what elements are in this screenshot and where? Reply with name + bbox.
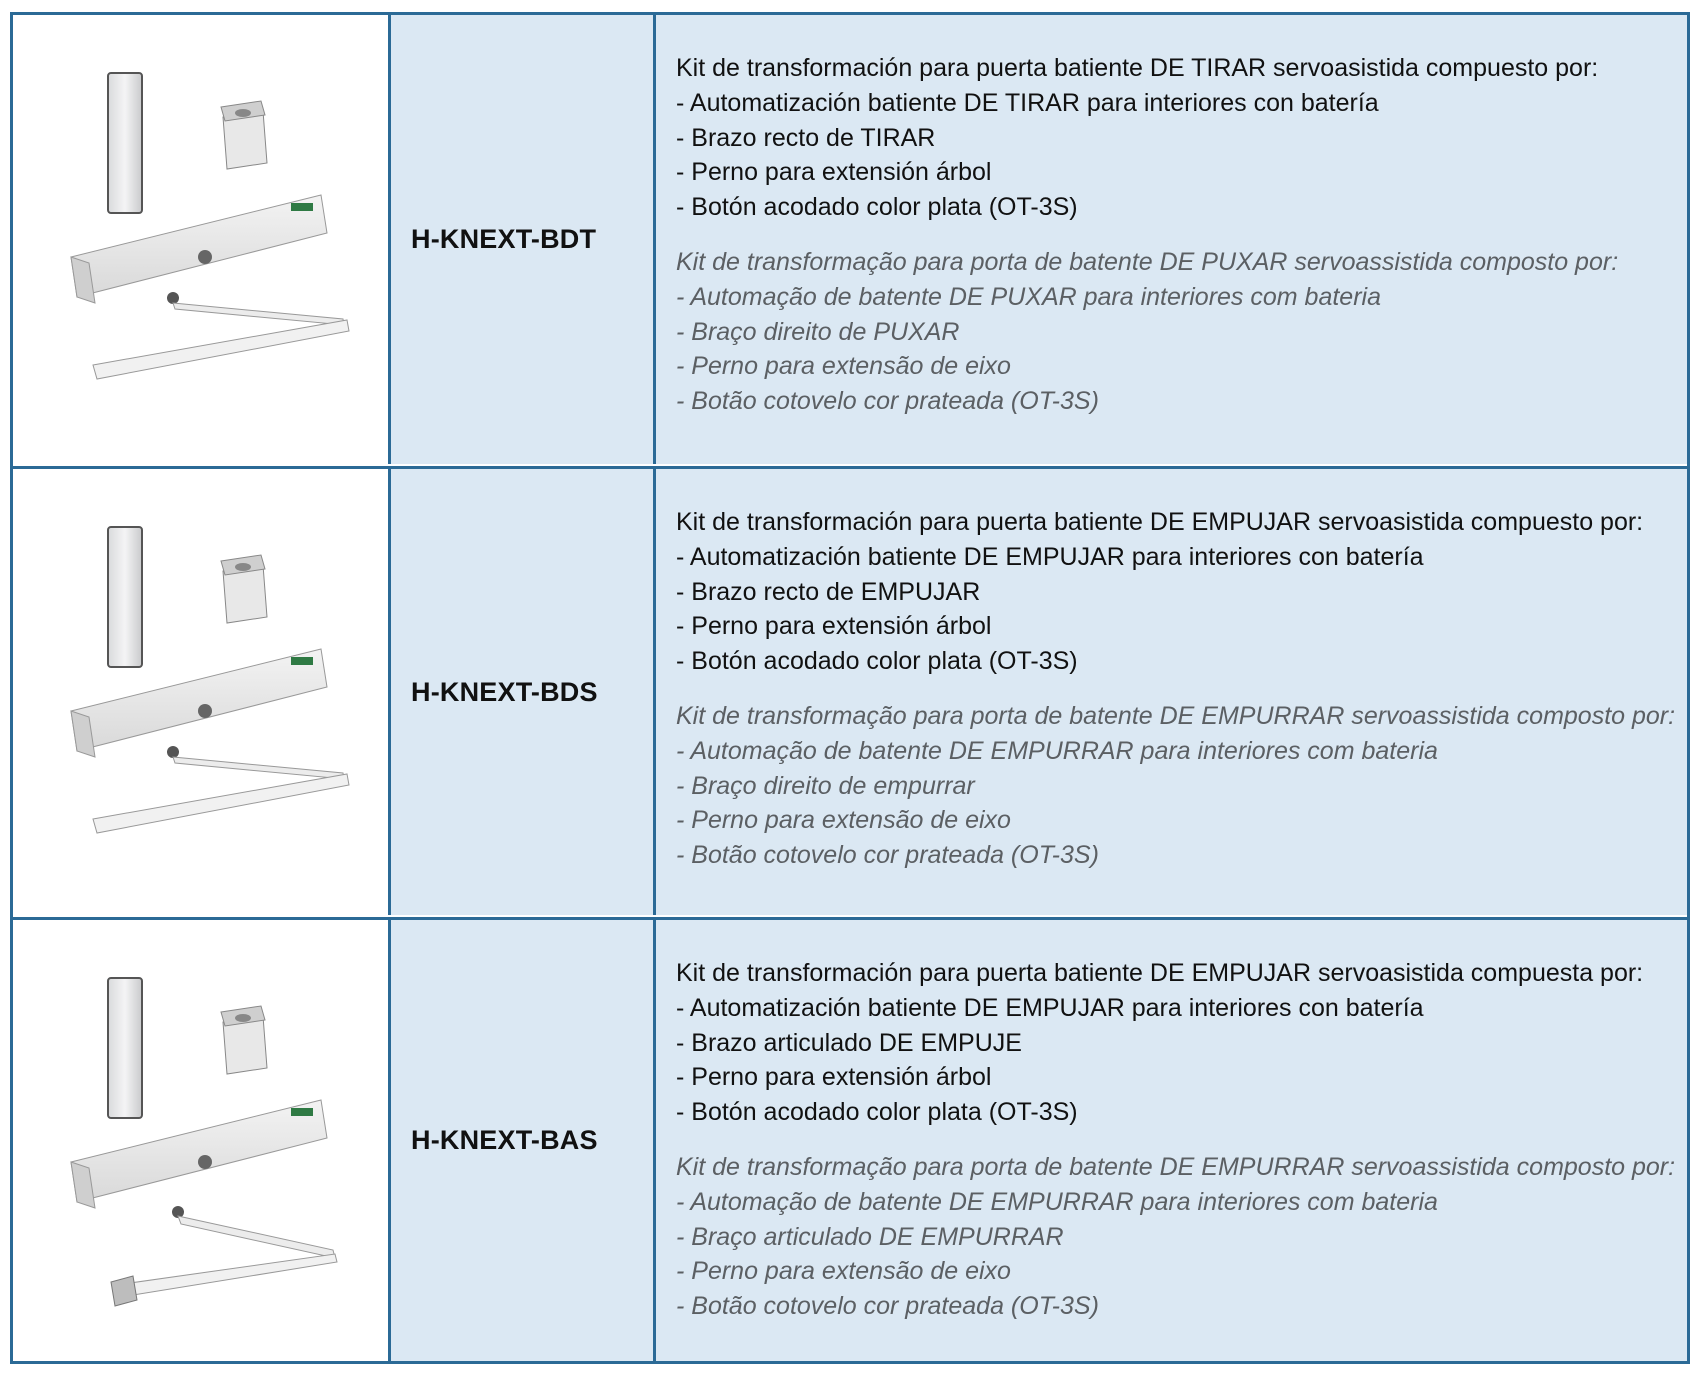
product-image-cell — [13, 15, 391, 464]
description-item: - Perno para extensão de eixo — [676, 352, 1011, 381]
description-portuguese — [676, 699, 1687, 873]
description-item: - Automatización batiente DE TIRAR para interiores con batería — [676, 88, 1379, 117]
description-item: - Botón acodado color plata (OT-3S) — [676, 647, 1078, 676]
description-title: Kit de transformação para porta de batente DE PUXAR servoassistida composto por: — [676, 247, 1619, 276]
description-spanish — [676, 505, 1687, 679]
description-title: Kit de transformação para porta de batente DE EMPURRAR servoassistida composto por: — [676, 701, 1676, 730]
product-code: H-KNEXT-BDS — [411, 676, 598, 707]
product-description-cell — [656, 469, 1687, 915]
description-item: - Braço direito de PUXAR — [676, 317, 960, 346]
description-item: - Perno para extensão de eixo — [676, 806, 1011, 835]
description-portuguese — [676, 245, 1687, 419]
description-title: Kit de transformação para porta de batente DE EMPURRAR servoassistida composto por: — [676, 1152, 1676, 1181]
description-item: - Brazo recto de EMPUJAR — [676, 577, 981, 606]
description-item: - Perno para extensão de eixo — [676, 1257, 1011, 1286]
product-code-cell — [391, 469, 656, 915]
description-portuguese — [676, 1150, 1687, 1324]
description-item: - Brazo recto de TIRAR — [676, 123, 936, 152]
description-item: - Perno para extensión árbol — [676, 612, 992, 641]
description-spanish — [676, 51, 1687, 225]
product-image-cell — [13, 469, 391, 915]
description-item: - Perno para extensión árbol — [676, 1063, 992, 1092]
description-item: - Botão cotovelo cor prateada (OT-3S) — [676, 1292, 1099, 1321]
description-spanish — [676, 956, 1687, 1130]
product-code-cell — [391, 920, 656, 1361]
description-item: - Botón acodado color plata (OT-3S) — [676, 1098, 1078, 1127]
table-row — [13, 917, 1687, 1361]
description-item: - Perno para extensión árbol — [676, 158, 992, 187]
description-item: - Braço articulado DE EMPURRAR — [676, 1222, 1064, 1251]
door-operator-kit-icon — [53, 499, 373, 899]
description-item: - Automatización batiente DE EMPUJAR para interiores con batería — [676, 542, 1424, 571]
product-code-cell — [391, 15, 656, 464]
table-row — [13, 15, 1687, 464]
description-item: - Botón acodado color plata (OT-3S) — [676, 193, 1078, 222]
door-operator-kit-icon — [53, 45, 373, 445]
product-code: H-KNEXT-BDT — [411, 224, 597, 254]
description-item: - Brazo articulado DE EMPUJE — [676, 1028, 1022, 1057]
description-title: Kit de transformación para puerta batiente DE EMPUJAR servoasistida compuesta por: — [676, 959, 1644, 987]
description-item: - Automatización batiente DE EMPUJAR para interiores con batería — [676, 993, 1424, 1022]
description-title: Kit de transformación para puerta batiente DE TIRAR servoasistida compuesto por: — [676, 54, 1599, 82]
description-item: - Automação de batente DE EMPURRAR para interiores com bateria — [676, 736, 1438, 765]
description-item: - Botão cotovelo cor prateada (OT-3S) — [676, 387, 1099, 416]
product-description-cell — [656, 15, 1687, 464]
description-item: - Automação de batente DE PUXAR para interiores com bateria — [676, 282, 1381, 311]
product-image-cell — [13, 920, 391, 1361]
door-operator-kit-icon — [53, 950, 373, 1350]
description-item: - Automação de batente DE EMPURRAR para interiores com bateria — [676, 1187, 1438, 1216]
description-item: - Braço direito de empurrar — [676, 771, 975, 800]
product-description-cell — [656, 920, 1687, 1361]
product-code: H-KNEXT-BAS — [411, 1125, 598, 1155]
description-title: Kit de transformación para puerta batiente DE EMPUJAR servoasistida compuesto por: — [676, 508, 1644, 536]
product-table — [10, 12, 1690, 1364]
table-row — [13, 466, 1687, 915]
description-item: - Botão cotovelo cor prateada (OT-3S) — [676, 841, 1099, 870]
